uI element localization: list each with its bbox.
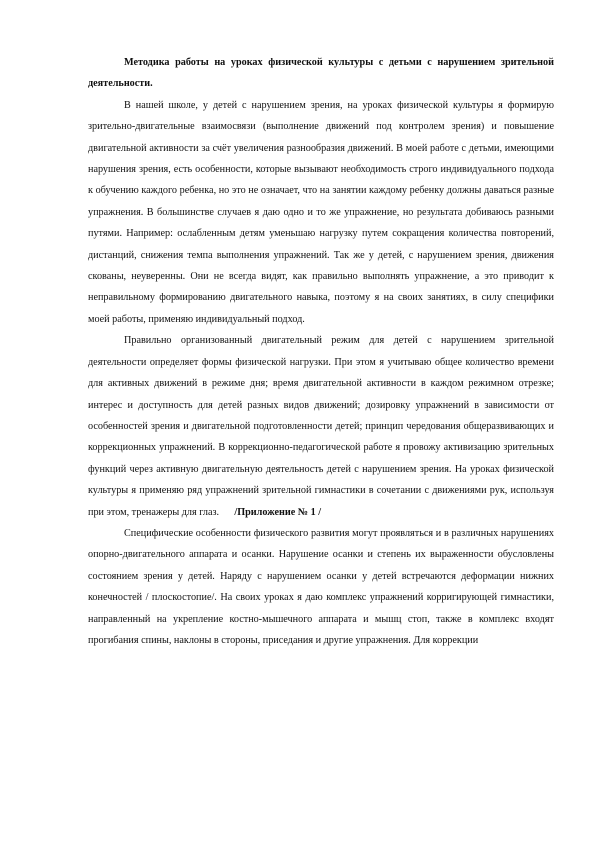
paragraph-1 [88,95,554,330]
paragraph-2 [88,330,554,523]
paragraph-3-text: Специфические особенности физического развития могут проявляться и в различных нарушениях опорно-двигательного аппарата и осанки. Нарушение осанки и степень их выраженности обусловлены состоянием зрения у детей. Наряду с нарушением осанки у детей встречаются деформации нижних конечностей / плоскостопие/. На своих уроках я даю комплекс упражнений корригирующей гимнастики, направленный на укрепление костно-мышечного аппарата и мышц стоп, также в комплекс входят прогибания спины, наклоны в стороны, приседания и другие упражнения. Для коррекции [88,527,554,646]
paragraph-1-text: В нашей школе, у детей с нарушением зрения, на уроках физической культуры я формирую зрительно-двигательные взаимосвязи (выполнение движений под контролем зрения) и повышение двигательной активности за счёт увеличения разнообразия движений. В моей работе с детьми, имеющими нарушения зрения, есть особенности, которые вызывают необходимость строго индивидуального подхода к обучению каждого ребенка, но это не означает, что на занятии каждому ребенку должны даваться разные упражнения. В большинстве случаев я даю одно и то же упражнение, но результата добиваюсь разными путями. Например: ослабленным детям уменьшаю нагрузку путем сокращения количества повторений, дистанций, снижения темпа выполнения упражнений. Так же у детей, с нарушением зрения, движения скованы, неуверенны. Они не всегда видят, как правильно выполнять упражнение, а это приводит к неправильному формированию двигательного навыка, поэтому я на своих занятиях, в силу специфики моей работы, применяю индивидуальный подход. [88,99,554,325]
document-title: Методика работы на уроках физической культуры с детьми с нарушением зрительной деятельности. [88,57,554,90]
document-body [88,52,554,651]
paragraph-2-text: Правильно организованный двигательный режим для детей с нарушением зрительной деятельности определяет формы физической нагрузки. При этом я учитываю общее количество времени для активных движений в режиме дня; время двигательной активности в каждом режимном отрезке; интерес и доступность для детей разных видов движений; дозировку упражнений в зависимости от особенностей зрения и двигательной подготовленности детей; принцип чередования общеразвивающих и коррекционных упражнений. В коррекционно-педагогической работе я провожу активизацию зрительных функций через активную двигательную деятельность детей с нарушением зрения. На уроках физической культуры я применяю ряд упражнений зрительной гимнастики в сочетании с движениями рук, используя при этом, тренажеры для глаз. [88,335,554,518]
appendix-reference: /Приложение № 1 / [234,506,322,518]
paragraph-3 [88,523,554,651]
